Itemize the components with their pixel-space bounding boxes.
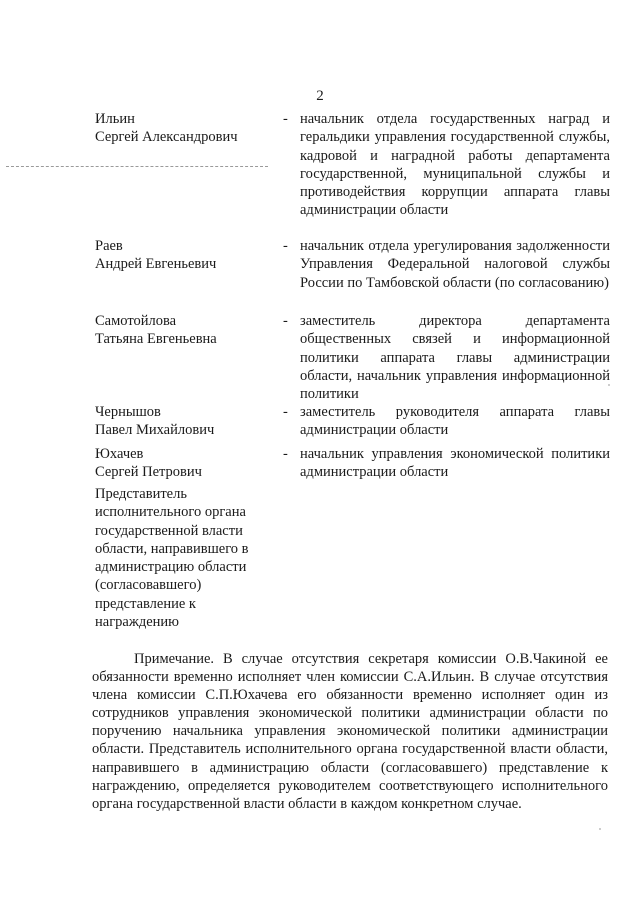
member-row [95, 445, 610, 482]
dash-separator: - [283, 404, 288, 420]
member-surname: Самотойлова [95, 313, 177, 329]
member-surname: Чернышов [95, 404, 161, 420]
member-name [95, 403, 283, 440]
member-name [95, 445, 283, 482]
member-name [95, 237, 283, 292]
member-row [95, 403, 610, 440]
dash-separator: - [283, 446, 288, 462]
representative-line: администрацию области [95, 559, 247, 576]
member-surname: Ильин [95, 111, 135, 127]
representative-block [95, 485, 275, 631]
member-given-names: Сергей Александрович [95, 129, 238, 146]
member-name [95, 312, 283, 403]
member-row [95, 237, 610, 292]
page-number: 2 [316, 88, 324, 104]
dash-separator: - [283, 238, 288, 254]
member-surname: Юхачев [95, 446, 144, 462]
representative-line: Представитель [95, 486, 187, 502]
representative-line: области, направившего в [95, 540, 249, 557]
member-row [95, 110, 610, 220]
member-position: начальник отдела урегулирования задолженности Управления Федеральной налоговой службы России по Тамбовской области (по согласованию) [300, 238, 610, 291]
representative-line: исполнительного органа [95, 504, 246, 521]
member-given-names: Андрей Евгеньевич [95, 256, 217, 273]
member-given-names: Татьяна Евгеньевна [95, 331, 217, 348]
dash-separator: - [283, 111, 288, 127]
dash-separator: - [283, 313, 288, 329]
member-surname: Раев [95, 238, 123, 254]
member-position: заместитель директора департамента общественных связей и информационной политики аппарата главы администрации области, начальник управления информационной политики [300, 313, 610, 403]
note-paragraph: Примечание. В случае отсутствия секретаря комиссии О.В.Чакиной ее обязанности временно исполняет член комиссии С.А.Ильин. В случае отсутствия члена комиссии С.П.Юхачева его обязанности временно исполняет один из сотрудников управления экономической политики администрации области по поручению начальника управления экономической политики администрации области. Представитель исполнительного органа государственной власти области, направившего в администрацию области (согласовавшего) представление к награждению, определяется руководителем соответствующего исполнительного органа государственной власти области в каждом конкретном случае. [92, 651, 608, 812]
member-position: заместитель руководителя аппарата главы администрации области [300, 404, 610, 439]
scan-artifact-dot [599, 828, 601, 830]
member-given-names: Павел Михайлович [95, 422, 215, 439]
member-position: начальник отдела государственных наград и геральдики управления государственной службы, кадровой и наградной работы департамента государственной, муниципальной службы и противодействия коррупции аппарата главы администрации области [300, 111, 610, 219]
member-name [95, 110, 283, 220]
member-position: начальник управления экономической политики администрации области [300, 446, 610, 481]
representative-line: (согласовавшего) [95, 577, 202, 594]
member-given-names: Сергей Петрович [95, 464, 202, 481]
representative-line: представление к [95, 595, 196, 612]
representative-line: государственной власти [95, 522, 243, 539]
representative-line: награждению [95, 614, 180, 631]
member-row [95, 312, 610, 403]
